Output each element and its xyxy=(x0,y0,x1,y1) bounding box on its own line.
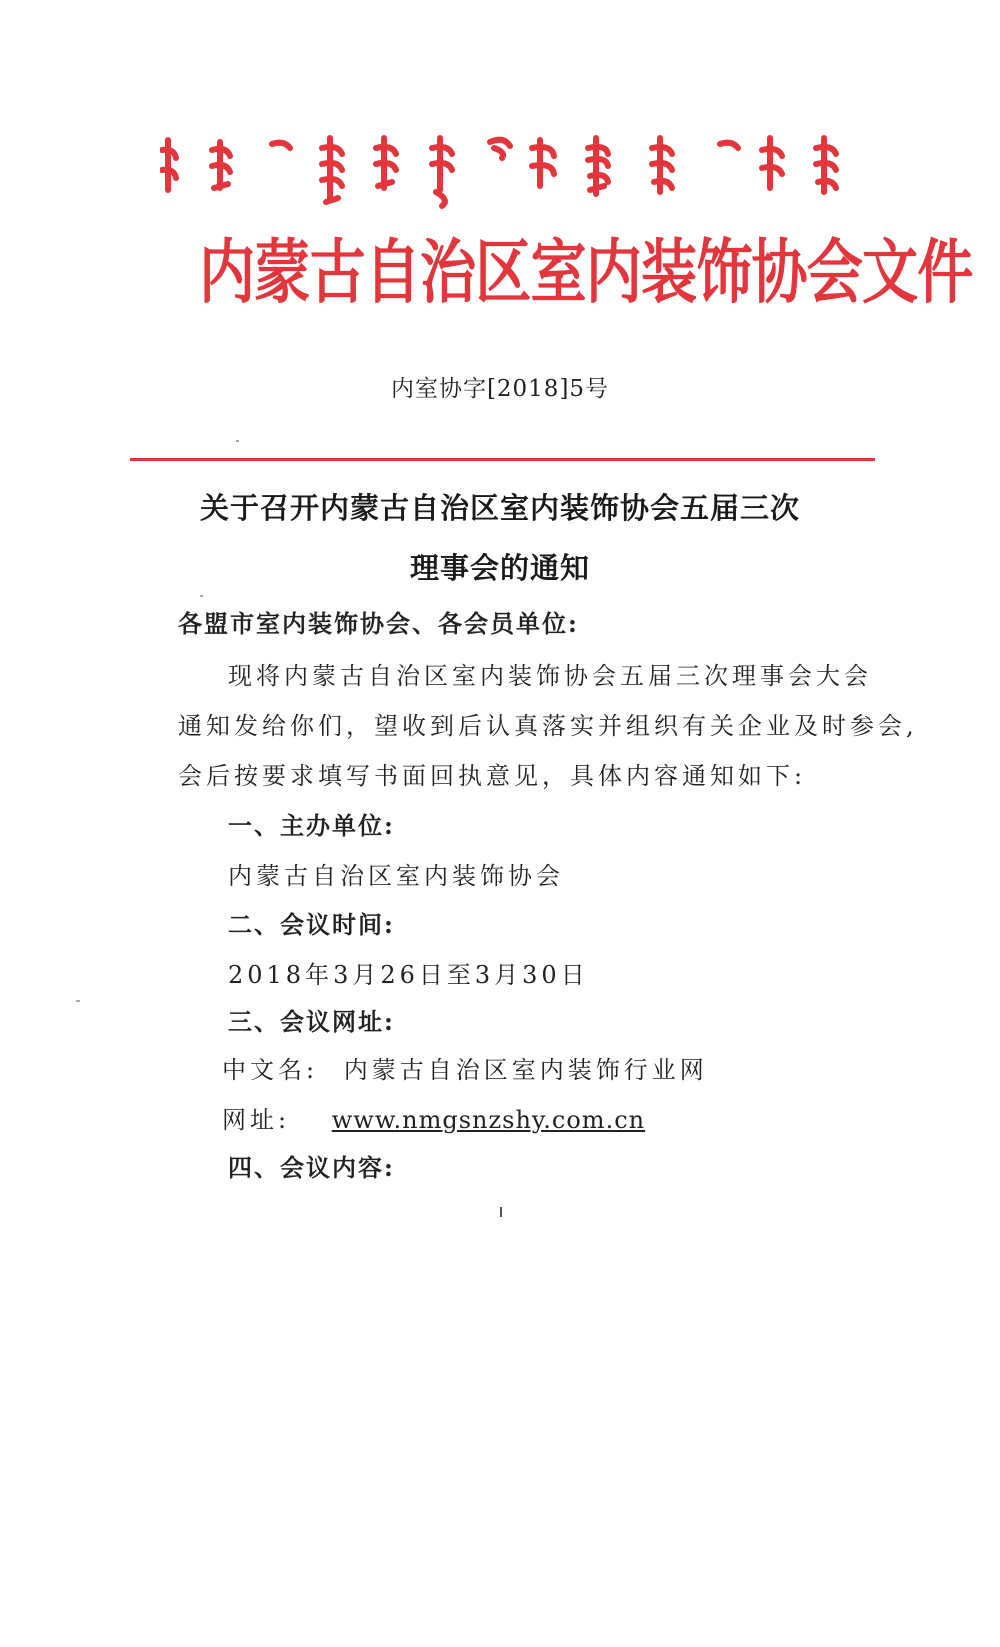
notice-title-line-2: 理事会的通知 xyxy=(409,551,590,585)
intro-line-2: 通知发给你们，望收到后认真落实并组织有关企业及时参会, xyxy=(178,712,918,740)
section-1-content: 内蒙古自治区室内装饰协会 xyxy=(228,862,564,890)
section-2-content: 2018年3月26日至3月30日 xyxy=(228,961,589,989)
website-name-row xyxy=(222,1050,708,1085)
website-name-value: 内蒙古自治区室内装饰行业网 xyxy=(343,1056,708,1084)
red-divider-rule xyxy=(130,458,875,461)
scan-speck xyxy=(76,1000,80,1002)
website-url-link[interactable]: www.nmgsnzshy.com.cn xyxy=(331,1106,646,1134)
notice-title xyxy=(140,478,860,598)
section-4-heading: 四、会议内容: xyxy=(228,1153,395,1182)
website-url-row xyxy=(222,1100,645,1135)
website-url-label: 网址: xyxy=(222,1106,291,1134)
mongolian-script-header xyxy=(160,130,850,210)
scan-speck xyxy=(200,595,203,597)
intro-line-1: 现将内蒙古自治区室内装饰协会五届三次理事会大会 xyxy=(228,662,872,690)
intro-line-3: 会后按要求填写书面回执意见，具体内容通知如下: xyxy=(178,762,807,790)
website-name-label: 中文名: xyxy=(222,1056,319,1084)
section-2-heading: 二、会议时间: xyxy=(228,910,395,939)
section-1-heading: 一、主办单位: xyxy=(228,811,395,840)
notice-title-line-1: 关于召开内蒙古自治区室内装饰协会五届三次 xyxy=(199,491,800,525)
salutation: 各盟市室内装饰协会、各会员单位: xyxy=(178,609,579,638)
section-3-heading: 三、会议网址: xyxy=(228,1007,395,1036)
page-mark xyxy=(500,1207,502,1217)
document-number: 内室协字[2018]5号 xyxy=(390,376,610,402)
scan-speck xyxy=(236,440,239,442)
document-issuer-title: 内蒙古自治区室内装饰协会文件 xyxy=(199,232,973,313)
